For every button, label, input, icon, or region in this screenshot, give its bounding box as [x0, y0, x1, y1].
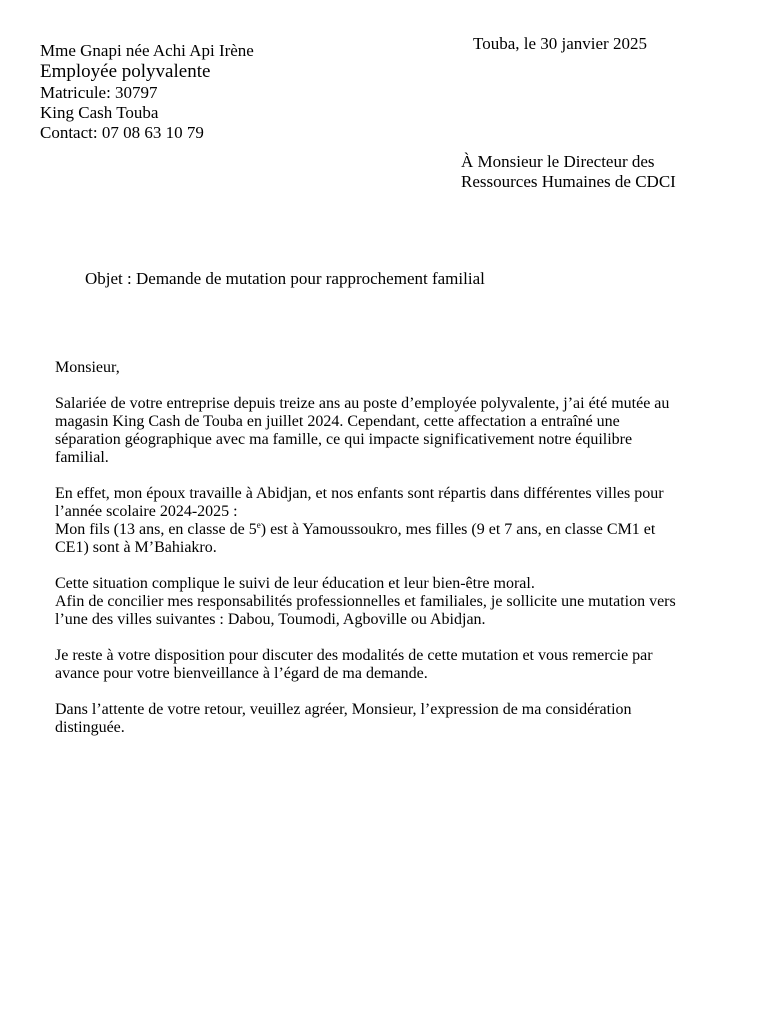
paragraph-4 [55, 647, 725, 683]
paragraph-1-line: magasin King Cash de Touba en juillet 2024. Cependant, cette affectation a entraîné une [55, 413, 620, 430]
paragraph-5-line: distinguée. [55, 719, 125, 736]
paragraph-2-text: Mon fils (13 ans, en classe de 5 [55, 521, 257, 538]
paragraph-5-line: Dans l’attente de votre retour, veuillez agréer, Monsieur, l’expression de ma considération [55, 701, 632, 718]
paragraph-3-line: Afin de concilier mes responsabilités professionnelles et familiales, je sollicite une mutation vers [55, 593, 676, 610]
paragraph-2 [55, 485, 725, 557]
paragraph-2-line: En effet, mon époux travaille à Abidjan, et nos enfants sont répartis dans différentes villes pour [55, 485, 664, 502]
letter-body [55, 359, 725, 755]
paragraph-2-line: CE1) sont à M’Bahiakro. [55, 539, 217, 556]
paragraph-1 [55, 395, 725, 467]
sender-contact: Contact: 07 08 63 10 79 [40, 123, 204, 142]
paragraph-2-line [55, 521, 725, 539]
sender-position: Employée polyvalente [40, 61, 211, 82]
recipient-line-1: À Monsieur le Directeur des [461, 152, 655, 171]
sender-store: King Cash Touba [40, 103, 159, 122]
paragraph-3-line: Cette situation complique le suivi de leur éducation et leur bien-être moral. [55, 575, 535, 592]
paragraph-2-text: ) est à Yamoussoukro, mes filles (9 et 7 ans, en classe CM1 et [260, 521, 656, 538]
paragraph-5 [55, 701, 725, 737]
paragraph-1-line: Salariée de votre entreprise depuis treize ans au poste d’employée polyvalente, j’ai été mutée au [55, 395, 670, 412]
paragraph-1-line: familial. [55, 449, 109, 466]
paragraph-3 [55, 575, 725, 629]
letter-object: Objet : Demande de mutation pour rapprochement familial [85, 269, 485, 288]
letter-date: Touba, le 30 janvier 2025 [473, 34, 647, 53]
ordinal-superscript: e [256, 520, 261, 530]
paragraph-4-line: Je reste à votre disposition pour discuter des modalités de cette mutation et vous remercie par [55, 647, 653, 664]
sender-block [40, 41, 254, 143]
paragraph-4-line: avance pour votre bienveillance à l’égard de ma demande. [55, 665, 428, 682]
paragraph-1-line: séparation géographique avec ma famille, ce qui impacte significativement notre équilibre [55, 431, 633, 448]
sender-matricule: Matricule: 30797 [40, 83, 158, 102]
recipient-block [461, 152, 676, 192]
paragraph-2-line: l’année scolaire 2024-2025 : [55, 503, 238, 520]
salutation: Monsieur, [55, 359, 120, 376]
paragraph-3-line: l’une des villes suivantes : Dabou, Toumodi, Agboville ou Abidjan. [55, 611, 486, 628]
sender-name: Mme Gnapi née Achi Api Irène [40, 41, 254, 60]
recipient-line-2: Ressources Humaines de CDCI [461, 172, 676, 191]
